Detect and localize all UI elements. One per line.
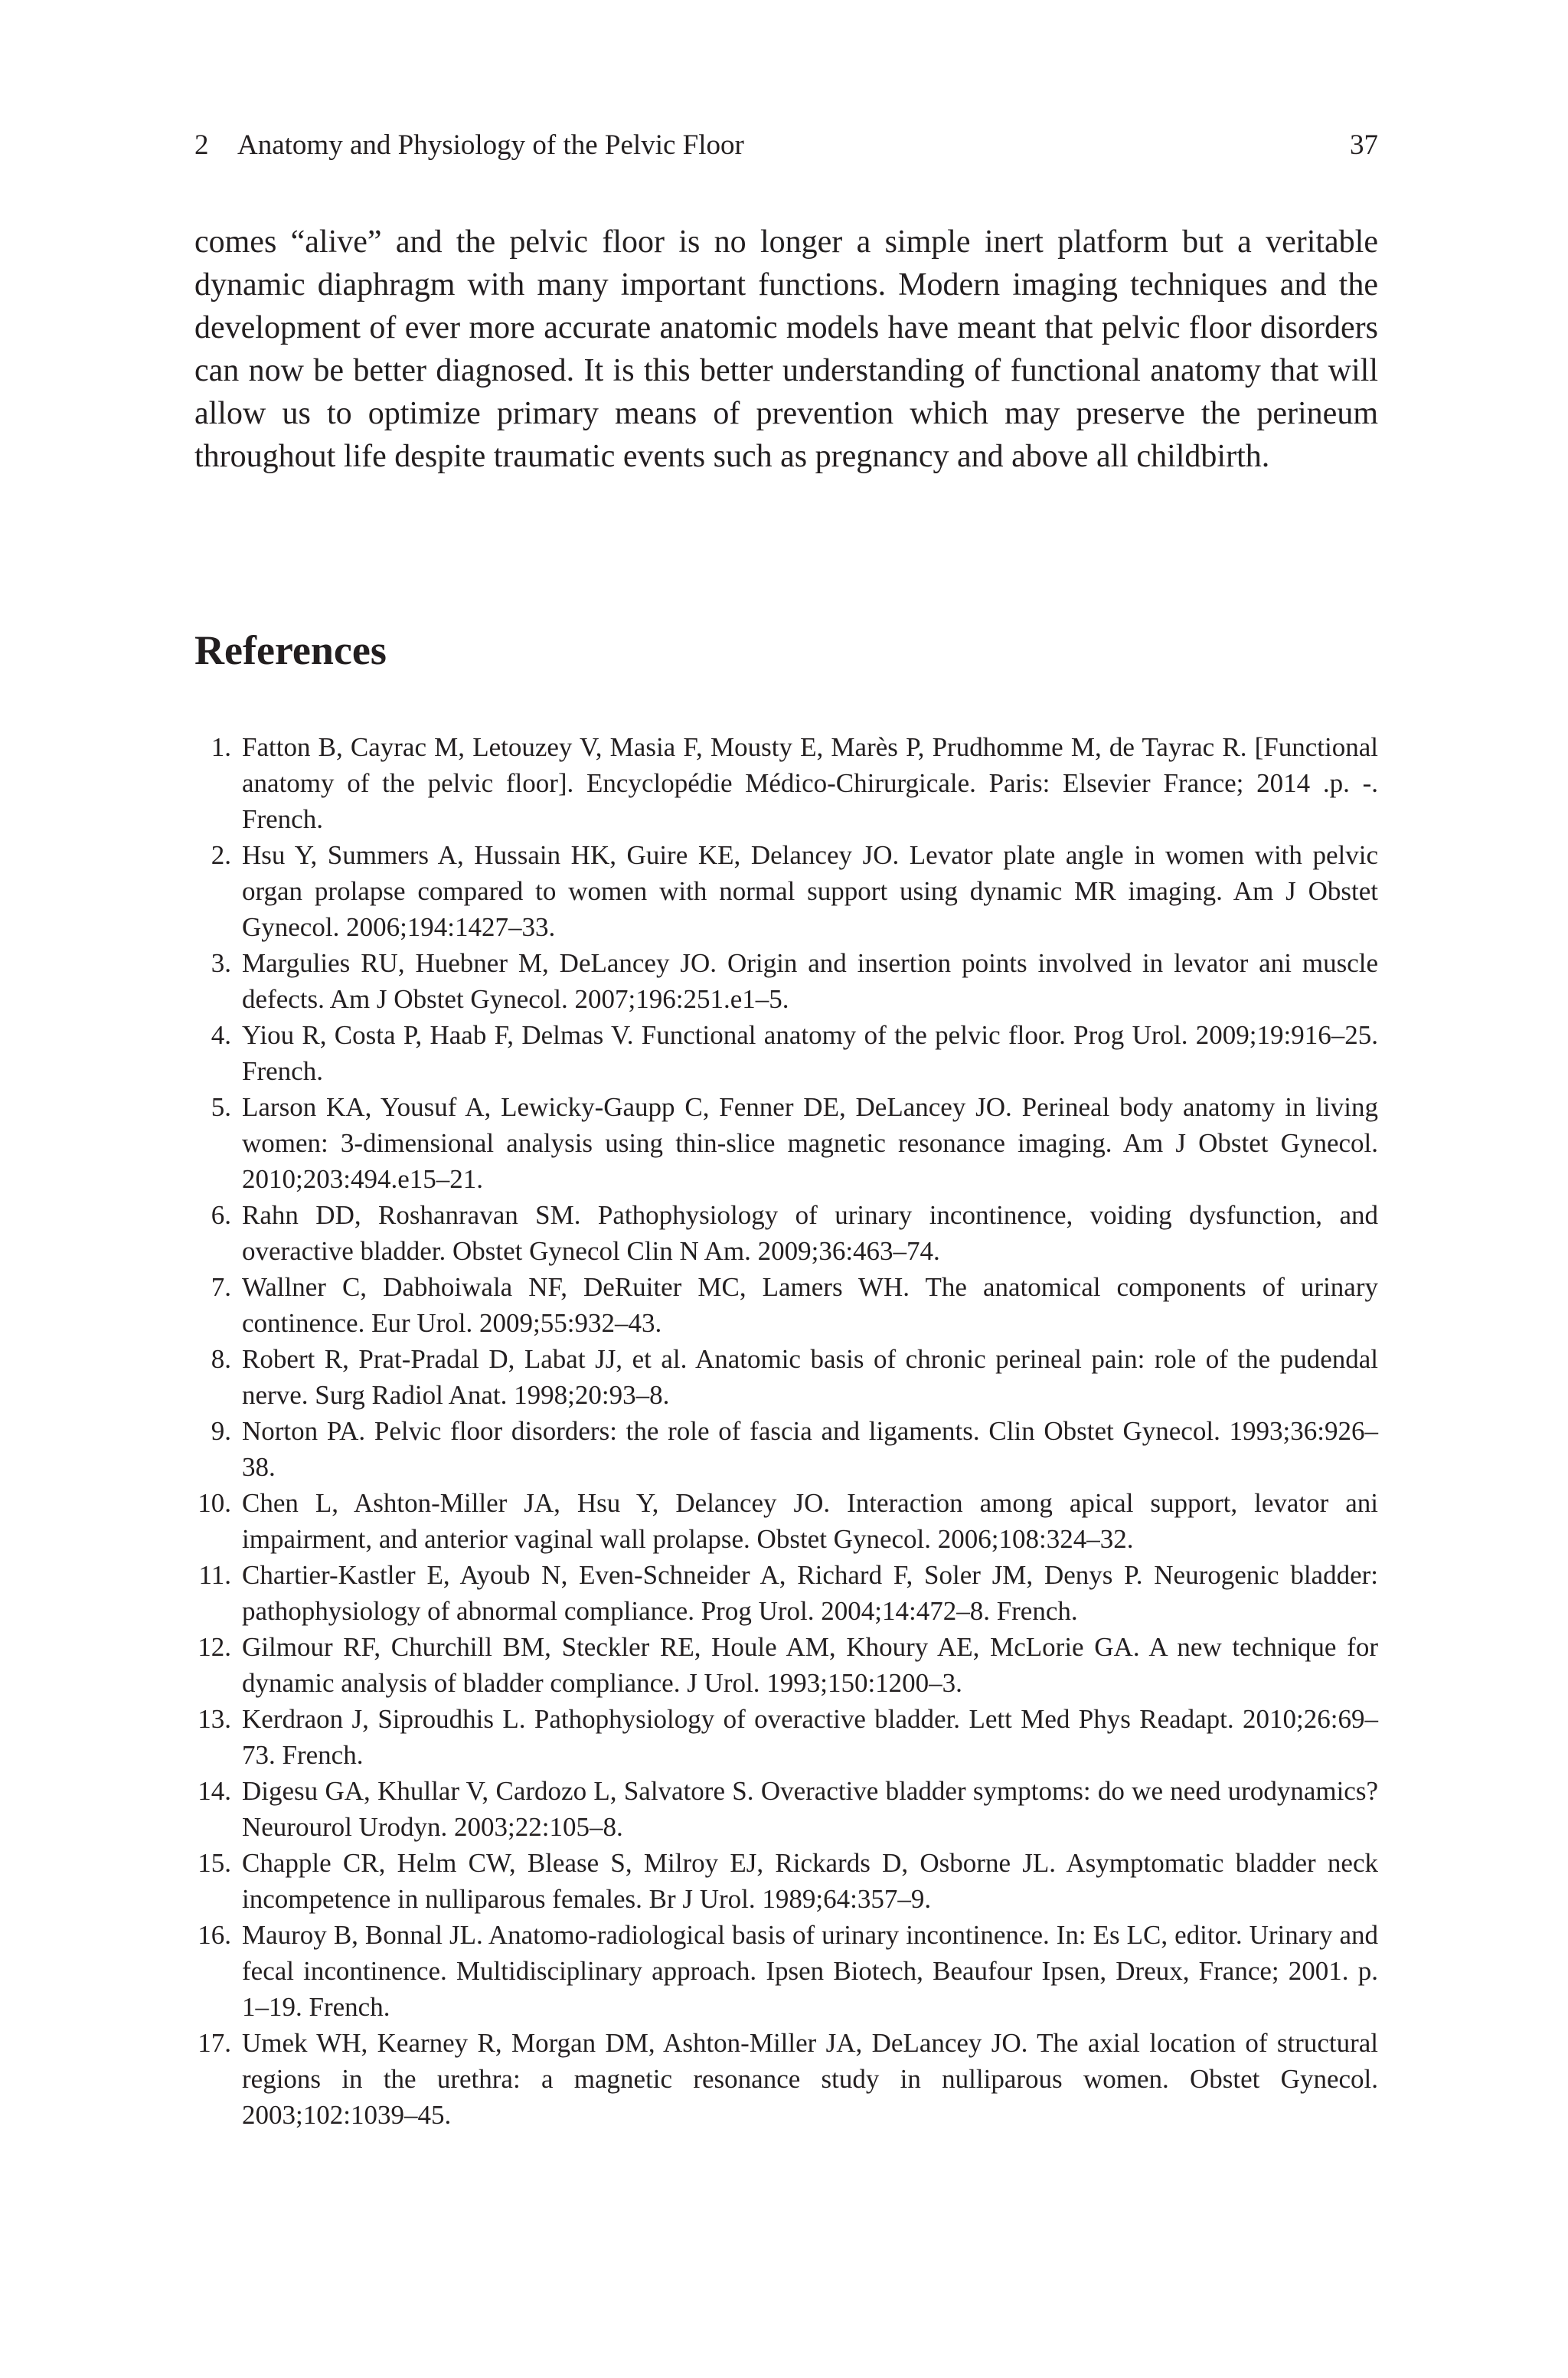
running-head xyxy=(194,127,1378,164)
reference-item xyxy=(194,1917,1378,2025)
book-page xyxy=(194,0,1378,2378)
reference-number: 7. xyxy=(211,1272,231,1302)
reference-text: Chartier-Kastler E, Ayoub N, Even-Schneider A, Richard F, Soler JM, Denys P. Neurogenic bladder: pathophysiology of abnormal compliance. Prog Urol. 2004;14:472–8. French. xyxy=(242,1560,1378,1626)
reference-number: 17. xyxy=(198,2028,231,2058)
references-heading: References xyxy=(194,627,387,673)
reference-number: 1. xyxy=(211,732,231,762)
reference-item xyxy=(194,1557,1378,1629)
reference-text: Yiou R, Costa P, Haab F, Delmas V. Functional anatomy of the pelvic floor. Prog Urol. 2009;19:916–25. French. xyxy=(242,1020,1378,1086)
reference-number: 9. xyxy=(211,1416,231,1446)
reference-text: Larson KA, Yousuf A, Lewicky-Gaupp C, Fenner DE, DeLancey JO. Perineal body anatomy in living women: 3-dimensional analysis using thin-slice magnetic resonance imaging. Am J Obstet Gynecol. 2010;203:494.e15–21. xyxy=(242,1092,1378,1194)
reference-text: Hsu Y, Summers A, Hussain HK, Guire KE, Delancey JO. Levator plate angle in women with pelvic organ prolapse compared to women with normal support using dynamic MR imaging. Am J Obstet Gynecol. 2006;194:1427–33. xyxy=(242,840,1378,942)
reference-number: 2. xyxy=(211,840,231,870)
reference-number: 15. xyxy=(198,1848,231,1878)
reference-item xyxy=(194,1269,1378,1341)
reference-item xyxy=(194,1773,1378,1845)
reference-item xyxy=(194,1341,1378,1413)
reference-number: 14. xyxy=(198,1776,231,1806)
reference-number: 16. xyxy=(198,1920,231,1950)
reference-text: Robert R, Prat-Pradal D, Labat JJ, et al. Anatomic basis of chronic perineal pain: role of the pudendal nerve. Surg Radiol Anat. 1998;20:93–8. xyxy=(242,1344,1378,1410)
reference-number: 12. xyxy=(198,1632,231,1662)
body-paragraph: comes “alive” and the pelvic floor is no longer a simple inert platform but a veritable dynamic diaphragm with many important functions. Modern imaging techniques and the development of ever more accurate anatomic models have meant that pelvic floor disorders can now be better diagnosed. It is this better understanding of functional anatomy that will allow us to optimize primary means of prevention which may preserve the perineum throughout life despite traumatic events such as pregnancy and above all childbirth. xyxy=(194,224,1378,474)
reference-number: 6. xyxy=(211,1200,231,1230)
reference-text: Mauroy B, Bonnal JL. Anatomo-radiological basis of urinary incontinence. In: Es LC, editor. Urinary and fecal incontinence. Multidisciplinary approach. Ipsen Biotech, Beaufour Ipsen, Dreux, France; 2001. p. 1–19. French. xyxy=(242,1920,1378,2022)
reference-text: Chen L, Ashton-Miller JA, Hsu Y, Delancey JO. Interaction among apical support, levator ani impairment, and anterior vaginal wall prolapse. Obstet Gynecol. 2006;108:324–32. xyxy=(242,1488,1378,1554)
reference-number: 10. xyxy=(198,1488,231,1518)
reference-item xyxy=(194,1017,1378,1089)
reference-number: 3. xyxy=(211,948,231,978)
reference-item xyxy=(194,1089,1378,1197)
reference-text: Umek WH, Kearney R, Morgan DM, Ashton-Miller JA, DeLancey JO. The axial location of structural regions in the urethra: a magnetic resonance study in nulliparous women. Obstet Gynecol. 2003;102:1039–45. xyxy=(242,2028,1378,2130)
reference-list xyxy=(194,729,1378,2133)
reference-item xyxy=(194,729,1378,837)
reference-text: Norton PA. Pelvic floor disorders: the role of fascia and ligaments. Clin Obstet Gynecol. 1993;36:926–38. xyxy=(242,1416,1378,1482)
reference-item xyxy=(194,2025,1378,2133)
reference-number: 13. xyxy=(198,1704,231,1734)
reference-number: 8. xyxy=(211,1344,231,1374)
reference-item xyxy=(194,1197,1378,1269)
reference-text: Rahn DD, Roshanravan SM. Pathophysiology of urinary incontinence, voiding dysfunction, and overactive bladder. Obstet Gynecol Clin N Am. 2009;36:463–74. xyxy=(242,1200,1378,1266)
reference-item xyxy=(194,837,1378,945)
chapter-title: Anatomy and Physiology of the Pelvic Floor xyxy=(237,129,744,161)
reference-item xyxy=(194,1413,1378,1485)
reference-text: Fatton B, Cayrac M, Letouzey V, Masia F, Mousty E, Marès P, Prudhomme M, de Tayrac R. [Functional anatomy of the pelvic floor]. Encyclopédie Médico-Chirurgicale. Paris: Elsevier France; 2014 .p. -. French. xyxy=(242,732,1378,834)
reference-text: Kerdraon J, Siproudhis L. Pathophysiology of overactive bladder. Lett Med Phys Readapt. 2010;26:69–73. French. xyxy=(242,1704,1378,1770)
reference-number: 4. xyxy=(211,1020,231,1050)
reference-text: Chapple CR, Helm CW, Blease S, Milroy EJ, Rickards D, Osborne JL. Asymptomatic bladder neck incompetence in nulliparous females. Br J Urol. 1989;64:357–9. xyxy=(242,1848,1378,1914)
reference-text: Wallner C, Dabhoiwala NF, DeRuiter MC, Lamers WH. The anatomical components of urinary continence. Eur Urol. 2009;55:932–43. xyxy=(242,1272,1378,1338)
reference-item xyxy=(194,1485,1378,1557)
reference-item xyxy=(194,1845,1378,1917)
reference-item xyxy=(194,1701,1378,1773)
reference-number: 5. xyxy=(211,1092,231,1122)
chapter-number: 2 xyxy=(194,129,209,161)
reference-text: Margulies RU, Huebner M, DeLancey JO. Origin and insertion points involved in levator ani muscle defects. Am J Obstet Gynecol. 2007;196:251.e1–5. xyxy=(242,948,1378,1014)
reference-text: Gilmour RF, Churchill BM, Steckler RE, Houle AM, Khoury AE, McLorie GA. A new technique for dynamic analysis of bladder compliance. J Urol. 1993;150:1200–3. xyxy=(242,1632,1378,1698)
reference-item xyxy=(194,945,1378,1017)
reference-number: 11. xyxy=(198,1560,231,1590)
page-number: 37 xyxy=(1350,129,1378,161)
reference-text: Digesu GA, Khullar V, Cardozo L, Salvatore S. Overactive bladder symptoms: do we need urodynamics? Neurourol Urodyn. 2003;22:105–8. xyxy=(242,1776,1378,1842)
reference-item xyxy=(194,1629,1378,1701)
